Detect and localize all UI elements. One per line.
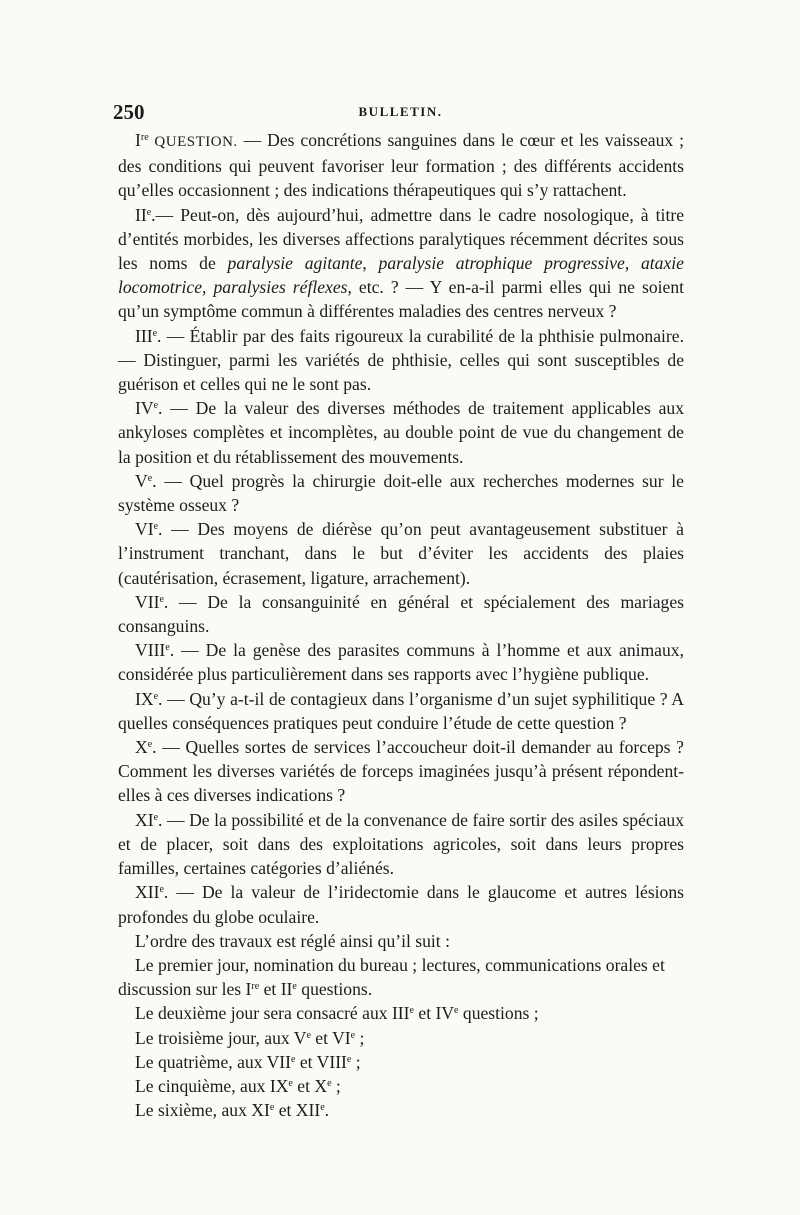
question-text: — De la valeur des diverses méthodes de traitement applicables aux ankyloses complètes et incomplètes, au double point de vue du changement de la position et du rétablissement des mouvements. — [118, 398, 684, 467]
schedule-day-6 — [118, 1098, 684, 1122]
ordinal-suffix: e — [454, 1005, 459, 1017]
schedule-text: Le troisième jour, aux V — [135, 1027, 307, 1048]
ordinal-suffix: e — [320, 1102, 325, 1114]
schedule-section — [118, 929, 684, 1123]
question-text: — De la valeur de l’iridectomie dans le glaucome et autres lésions profondes du globe oculaire. — [118, 882, 684, 927]
question-8 — [118, 638, 684, 686]
question-text: — Quelles sortes de services l’accoucheur doit-il demander au forceps ? Comment les diverses variétés de forceps imaginées jusqu’à présent répondent-elles à ces diverses indications ? — [118, 737, 684, 806]
question-4 — [118, 396, 684, 469]
question-number: I — [135, 130, 141, 150]
question-12 — [118, 880, 684, 928]
question-text: — Qu’y a-t-il de contagieux dans l’organisme d’un sujet syphilitique ? A quelles conséquences pratiques peut conduire l’étude de cette question ? — [118, 688, 684, 733]
page-header — [113, 100, 688, 126]
schedule-day-3 — [118, 1026, 684, 1050]
schedule-text: ; — [355, 1027, 365, 1048]
ordinal-suffix: e — [147, 472, 153, 484]
question-text: — Établir par des faits rigoureux la curabilité de la phthisie pulmonaire. — Distinguer, parmi les variétés de phthisie, celles qui sont susceptibles de guérison et celles qui ne le sont pas. — [118, 325, 684, 395]
question-text: — Peut-on, dès aujourd’hui, admettre dans le cadre nosologique, à titre d’entités morbides, les diverses affections paralytiques récemment décrites sous les noms de — [118, 204, 684, 274]
ordinal-suffix: e — [165, 642, 170, 654]
ordinal-suffix: e — [409, 1005, 414, 1017]
question-number: XI — [135, 809, 154, 830]
question-label: . — [152, 737, 157, 758]
ordinal-suffix: re — [251, 981, 260, 993]
ordinal-suffix: e — [147, 739, 153, 751]
question-number: VIII — [135, 640, 166, 661]
ordinal-suffix: e — [288, 1077, 293, 1089]
question-1 — [118, 128, 684, 203]
question-label: . — [158, 688, 163, 709]
question-3 — [118, 324, 684, 397]
question-label: . — [163, 591, 169, 612]
schedule-day-4 — [118, 1050, 684, 1074]
running-head: BULLETIN. — [358, 104, 443, 119]
ordinal-suffix: e — [327, 1077, 332, 1089]
question-7 — [118, 590, 684, 638]
question-text: — De la consanguinité en général et spécialement des mariages consanguins. — [118, 591, 684, 637]
question-label: . — [151, 204, 156, 225]
schedule-day-2 — [118, 1001, 684, 1025]
question-11 — [118, 808, 684, 881]
ordinal-suffix: e — [350, 1029, 356, 1041]
italic-term: paralysies réflexes — [213, 277, 348, 298]
italic-term: paralysie agitante — [227, 253, 363, 274]
question-label: . — [152, 470, 157, 491]
question-number: IX — [135, 688, 154, 709]
schedule-text: et IV — [413, 1003, 455, 1024]
question-text: — De la possibilité et de la convenance de faire sortir des asiles spéciaux et de placer, soit dans des exploitations agricoles, soit dans leurs propres familles, certaines catégories d’aliénés. — [118, 809, 684, 879]
question-9 — [118, 687, 684, 735]
question-5 — [118, 469, 684, 517]
schedule-text: et VI — [310, 1027, 351, 1048]
question-label: . — [158, 519, 163, 540]
question-number: VI — [135, 519, 154, 540]
ordinal-suffix: e — [292, 981, 297, 993]
question-text: — De la genèse des parasites communs à l’homme et aux animaux, considérée plus particulièrement dans ses rapports avec l’hygiène publique. — [118, 640, 684, 685]
question-label: QUESTION. — [148, 134, 238, 150]
schedule-text: et X — [292, 1075, 328, 1096]
ordinal-suffix: e — [153, 521, 159, 533]
question-label: . — [158, 398, 163, 419]
question-label: . — [169, 640, 175, 661]
question-label: . — [158, 809, 163, 830]
schedule-text: Le cinquième, aux IX — [135, 1075, 289, 1096]
separator: , — [202, 277, 214, 298]
separator: , — [624, 253, 641, 274]
schedule-text: Le quatrième, aux VII — [135, 1051, 291, 1072]
ordinal-suffix: e — [153, 811, 159, 823]
question-number: XII — [135, 882, 160, 903]
schedule-text: Le sixième, aux XI — [135, 1100, 270, 1121]
ordinal-suffix: e — [159, 884, 164, 896]
schedule-text: ; — [351, 1051, 361, 1072]
question-label: . — [157, 325, 162, 346]
ordinal-suffix: e — [159, 593, 164, 605]
separator: , — [362, 253, 379, 274]
schedule-text: Le premier jour, nomination du bureau ; lectures, communications orales et discussion sur les I — [118, 954, 665, 1000]
question-6 — [118, 517, 684, 590]
question-number: X — [135, 737, 148, 758]
ordinal-suffix: e — [153, 690, 159, 702]
question-number: III — [135, 325, 153, 346]
schedule-text: et II — [259, 979, 293, 1000]
body-text — [118, 128, 684, 1122]
schedule-text: . — [324, 1100, 330, 1121]
italic-term: paralysie atrophique progressive — [378, 253, 625, 274]
question-label: . — [163, 882, 169, 903]
schedule-text: et XII — [274, 1100, 321, 1121]
schedule-text: Le deuxième jour sera consacré aux III — [135, 1003, 410, 1024]
ordinal-suffix: re — [140, 132, 149, 143]
schedule-day-5 — [118, 1074, 684, 1098]
ordinal-suffix: e — [346, 1053, 352, 1065]
page-number: 250 — [113, 100, 145, 124]
question-number: V — [135, 470, 148, 491]
schedule-text: questions. — [296, 979, 373, 1000]
question-2 — [118, 203, 684, 324]
question-text: — Des moyens de diérèse qu’on peut avantageusement substituer à l’instrument tranchant, dans le but d’éviter les accidents des plaies (cautérisation, écrasement, ligature, arrachement). — [118, 519, 684, 588]
question-10 — [118, 735, 684, 808]
schedule-text: et VIII — [295, 1051, 347, 1072]
question-text: — Des concrétions sanguines dans le cœur et les vaisseaux ; des conditions qui peuvent favoriser leur formation ; des différents accidents qu’elles occasionnent ; des indications thérapeutiques qui s’y rattachent. — [118, 130, 684, 201]
question-number: VII — [135, 591, 160, 612]
question-text: — Quel progrès la chirurgie doit-elle aux recherches modernes sur le système osseux ? — [118, 470, 684, 516]
schedule-text: ; — [331, 1075, 341, 1096]
ordinal-suffix: e — [291, 1053, 296, 1065]
ordinal-suffix: e — [306, 1029, 311, 1041]
question-text: , etc. ? — Y en-a-il parmi elles qui ne soient qu’un symptôme commun à différentes maladies des centres nerveux ? — [118, 277, 685, 322]
schedule-day-1 — [118, 953, 684, 1001]
question-number: IV — [135, 398, 154, 419]
ordinal-suffix: e — [153, 400, 159, 412]
ordinal-suffix: e — [152, 327, 158, 339]
question-number: II — [135, 204, 147, 225]
schedule-intro: L’ordre des travaux est réglé ainsi qu’il suit : — [135, 930, 450, 951]
ordinal-suffix: e — [146, 206, 152, 218]
ordinal-suffix: e — [269, 1102, 275, 1114]
schedule-text: questions ; — [458, 1003, 539, 1024]
italic-term: ataxie locomotrice — [118, 253, 684, 298]
